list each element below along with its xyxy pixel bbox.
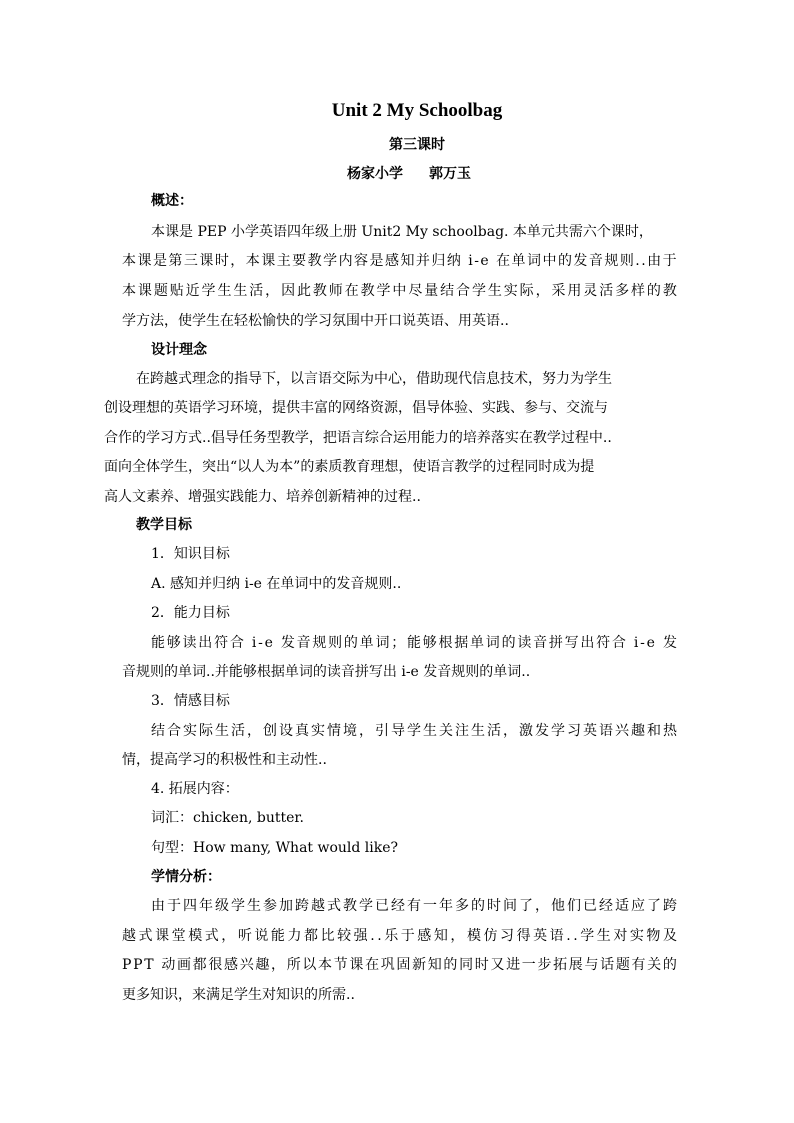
emotion-goal-line: 结 合 实 际 生 活 ， 创 设 真 实 情 境 ， 引 导 学 生 关 注 生 活 ， 激 发 学 习 英 语 兴 趣 和 热 <box>151 723 677 739</box>
design-heading: 设计理念 <box>151 342 207 358</box>
design-line: 合作的学习方式..倡导任务型教学，把语言综合运用能力的培养落实在教学过程中.. <box>104 430 612 446</box>
school-name: 杨家小学 <box>347 166 403 182</box>
goals-heading: 教学目标 <box>136 517 192 533</box>
overview-line: 学方法，使学生在轻松愉快的学习氛围中开口说英语、用英语.. <box>122 313 509 329</box>
analysis-line: 越 式 课 堂 模 式 ， 听 说 能 力 都 比 较 强 . . 乐 于 感 知 ， 模 仿 习 得 英 语 . . 学 生 对 实 物 及 <box>122 928 677 944</box>
author-line <box>347 163 471 183</box>
design-line: 在跨越式理念的指导下，以言语交际为中心，借助现代信息技术，努力为学生 <box>136 371 612 387</box>
overview-line: 本 课 题 贴 近 学 生 生 活 ， 因 此 教 师 在 教 学 中 尽 量 结 合 学 生 实 际 ， 采 用 灵 活 多 样 的 教 <box>122 283 677 299</box>
knowledge-goal-title: 1．知识目标 <box>151 546 230 562</box>
overview-heading: 概述： <box>151 193 193 209</box>
analysis-line: 更多知识，来满足学生对知识的所需.. <box>122 987 355 1003</box>
ability-goal-title: 2．能力目标 <box>151 605 230 621</box>
ability-goal-line: 能 够 读 出 符 合 i - e 发 音 规 则 的 单 词 ； 能 够 根 据 单 词 的 读 音 拼 写 出 符 合 i - e 发 <box>151 635 677 651</box>
knowledge-goal-a: A. 感知并归纳 i-e 在单词中的发音规则.. <box>151 576 402 592</box>
vocabulary-line: 词汇：chicken, butter. <box>151 810 304 826</box>
analysis-heading: 学情分析： <box>151 869 221 885</box>
sentence-pattern-line: 句型：How many, What would like? <box>151 840 399 856</box>
lesson-number: 第三课时 <box>389 137 445 153</box>
extension-title: 4. 拓展内容： <box>151 781 239 797</box>
author-name: 郭万玉 <box>429 166 471 182</box>
design-line: 高人文素养、增强实践能力、培养创新精神的过程.. <box>104 489 421 505</box>
design-line: 面向全体学生，突出“以人为本”的素质教育理想，使语言教学的过程同时成为提 <box>104 459 595 475</box>
emotion-goal-title: 3．情感目标 <box>151 693 230 709</box>
document-title: Unit 2 My Schoolbag <box>331 100 503 121</box>
emotion-goal-line: 情，提高学习的积极性和主动性.. <box>122 752 327 768</box>
overview-line: 本课是 PEP 小学英语四年级上册 Unit2 My schoolbag. 本单元共需六个课时， <box>151 224 653 240</box>
ability-goal-line: 音规则的单词..并能够根据单词的读音拼写出 i-e 发音规则的单词.. <box>122 664 531 680</box>
design-line: 创设理想的英语学习环境，提供丰富的网络资源，倡导体验、实践、参与、交流与 <box>104 400 608 416</box>
overview-line: 本 课 是 第 三 课 时 ， 本 课 主 要 教 学 内 容 是 感 知 并 归 纳 i - e 在 单 词 中 的 发 音 规 则 . . 由 于 <box>122 253 677 269</box>
analysis-line: 由 于 四 年 级 学 生 参 加 跨 越 式 教 学 已 经 有 一 年 多 的 时 间 了 ， 他 们 已 经 适 应 了 跨 <box>151 898 677 914</box>
analysis-line: P P T 动 画 都 很 感 兴 趣 ， 所 以 本 节 课 在 巩 固 新 知 的 同 时 又 进 一 步 拓 展 与 话 题 有 关 的 <box>122 957 677 973</box>
